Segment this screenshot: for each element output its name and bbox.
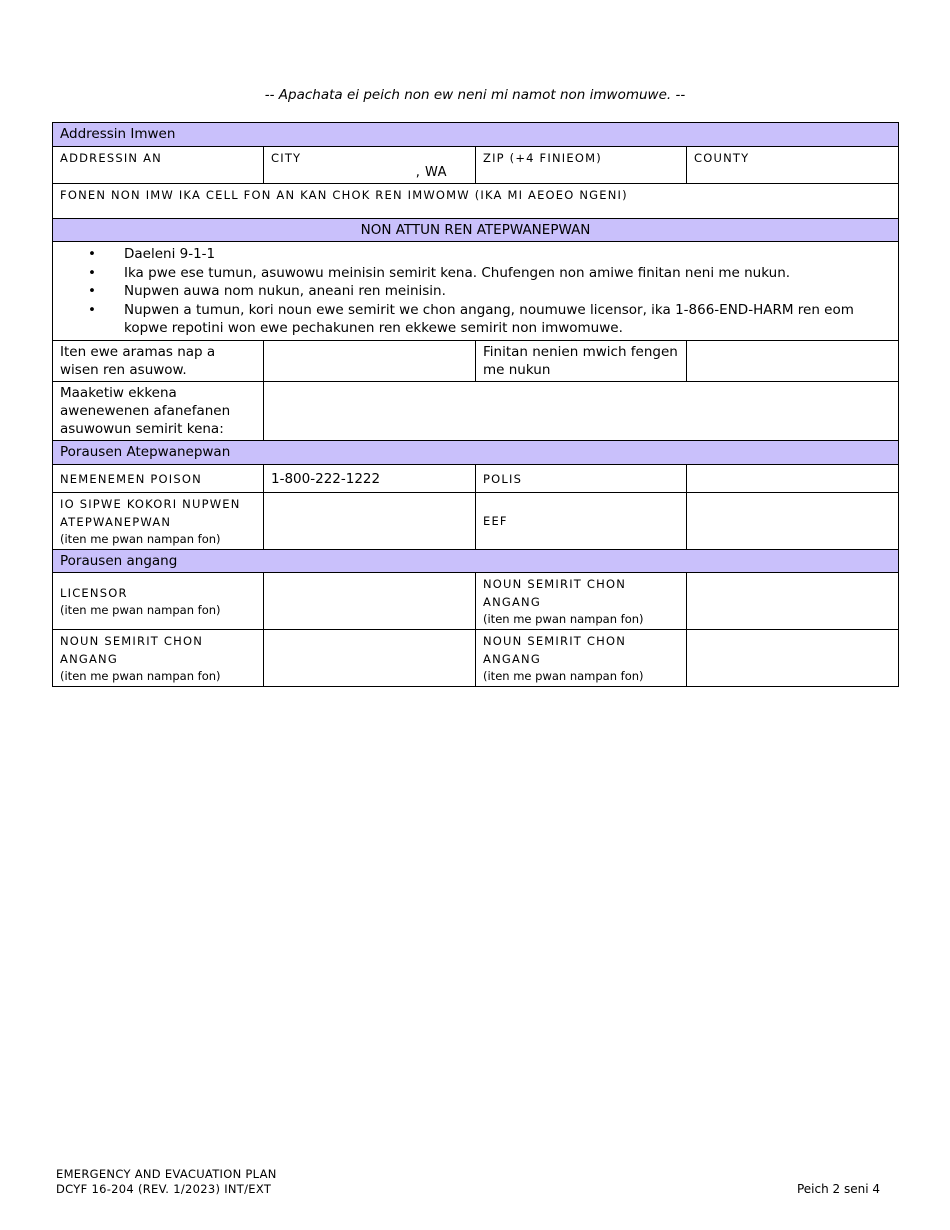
emergency-plan-form bbox=[52, 122, 899, 687]
zip-label: ZIP (+4 FINIEOM) bbox=[483, 151, 602, 165]
evacuation-method-label: Maaketiw ekkena awenewenen afanefanen asuwowun semirit kena: bbox=[53, 382, 264, 441]
emergency-section-header: NON ATTUN REN ATEPWANEPWAN bbox=[53, 219, 899, 242]
caseworker3-sub: (iten me pwan nampan fon) bbox=[483, 669, 644, 683]
step-item: • Daeleni 9-1-1 bbox=[88, 246, 216, 262]
evacuation-method-field[interactable] bbox=[264, 382, 899, 441]
instruction-notice: -- Apachata ei peich non ew neni mi namot non imwomuwe. -- bbox=[264, 87, 686, 103]
caseworker1-label: NOUN SEMIRIT CHON ANGANG bbox=[483, 577, 627, 609]
address-field[interactable] bbox=[53, 147, 264, 184]
licensor-field[interactable] bbox=[264, 573, 476, 630]
caseworker1-sub: (iten me pwan nampan fon) bbox=[483, 612, 644, 626]
phone-label: FONEN NON IMW IKA CELL FON AN KAN CHOK REN IMWOMW (IKA MI AEOEO NGENI) bbox=[60, 188, 628, 202]
state-suffix: , WA bbox=[415, 165, 447, 180]
caseworker3-label: NOUN SEMIRIT CHON ANGANG bbox=[483, 634, 627, 666]
caseworker2-label-cell bbox=[53, 630, 264, 687]
contacts-section-header: Porausen angang bbox=[53, 550, 899, 573]
caseworker1-field[interactable] bbox=[687, 573, 899, 630]
responder-label: IO SIPWE KOKORI NUPWEN ATEPWANEPWAN bbox=[60, 497, 241, 529]
caseworker1-label-cell bbox=[476, 573, 687, 630]
licensor-label: LICENSOR bbox=[60, 586, 128, 600]
phone-field[interactable] bbox=[53, 184, 899, 219]
police-field[interactable] bbox=[687, 465, 899, 493]
responder-sub: (iten me pwan nampan fon) bbox=[60, 532, 221, 546]
fire-label-cell bbox=[476, 493, 687, 550]
form-footer bbox=[56, 1167, 277, 1197]
caseworker2-sub: (iten me pwan nampan fon) bbox=[60, 669, 221, 683]
responder-field[interactable] bbox=[264, 493, 476, 550]
caseworker2-label: NOUN SEMIRIT CHON ANGANG bbox=[60, 634, 204, 666]
caseworker3-field[interactable] bbox=[687, 630, 899, 687]
fire-field[interactable] bbox=[687, 493, 899, 550]
caseworker2-field[interactable] bbox=[264, 630, 476, 687]
city-label: CITY bbox=[271, 151, 302, 165]
address-section-header: Addressin Imwen bbox=[53, 123, 899, 147]
poison-label-cell bbox=[53, 465, 264, 493]
licensor-sub: (iten me pwan nampan fon) bbox=[60, 603, 221, 617]
caseworker3-label-cell bbox=[476, 630, 687, 687]
form-number: DCYF 16-204 (REV. 1/2023) INT/EXT bbox=[56, 1182, 272, 1196]
person-responsible-field[interactable] bbox=[264, 341, 476, 382]
page-number: Peich 2 seni 4 bbox=[796, 1182, 880, 1196]
meeting-place-label: Finitan nenien mwich fengen me nukun bbox=[476, 341, 687, 382]
step-item: • Ika pwe ese tumun, asuwowu meinisin semirit kena. Chufengen non amiwe finitan neni me nukun. bbox=[88, 264, 791, 281]
step-item: • Nupwen a tumun, kori noun ewe semirit we chon angang, noumuwe licensor, ika 1-866-END-HARM ren eom kopwe repotini won ewe pechakunen ren ekkewe semirit non imwomuwe. bbox=[88, 301, 854, 336]
police-label: POLIS bbox=[483, 471, 523, 486]
address-label: ADDRESSIN AN bbox=[60, 151, 162, 165]
meeting-place-field[interactable] bbox=[687, 341, 899, 382]
step-item: • Nupwen auwa nom nukun, aneani ren meinisin. bbox=[88, 283, 446, 299]
form-title: EMERGENCY AND EVACUATION PLAN bbox=[56, 1167, 277, 1181]
county-field[interactable] bbox=[687, 147, 899, 184]
person-responsible-label: Iten ewe aramas nap a wisen ren asuwow. bbox=[53, 341, 264, 382]
licensor-label-cell bbox=[53, 573, 264, 630]
poison-number: 1-800-222-1222 bbox=[264, 465, 476, 493]
responder-label-cell bbox=[53, 493, 264, 550]
county-label: COUNTY bbox=[694, 151, 750, 165]
emergency-numbers-header: Porausen Atepwanepwan bbox=[53, 441, 899, 465]
poison-label: NEMENEMEN POISON bbox=[60, 471, 202, 486]
city-field[interactable] bbox=[264, 147, 476, 184]
zip-field[interactable] bbox=[476, 147, 687, 184]
police-label-cell bbox=[476, 465, 687, 493]
fire-label: EEF bbox=[483, 514, 508, 528]
emergency-steps bbox=[53, 242, 899, 341]
